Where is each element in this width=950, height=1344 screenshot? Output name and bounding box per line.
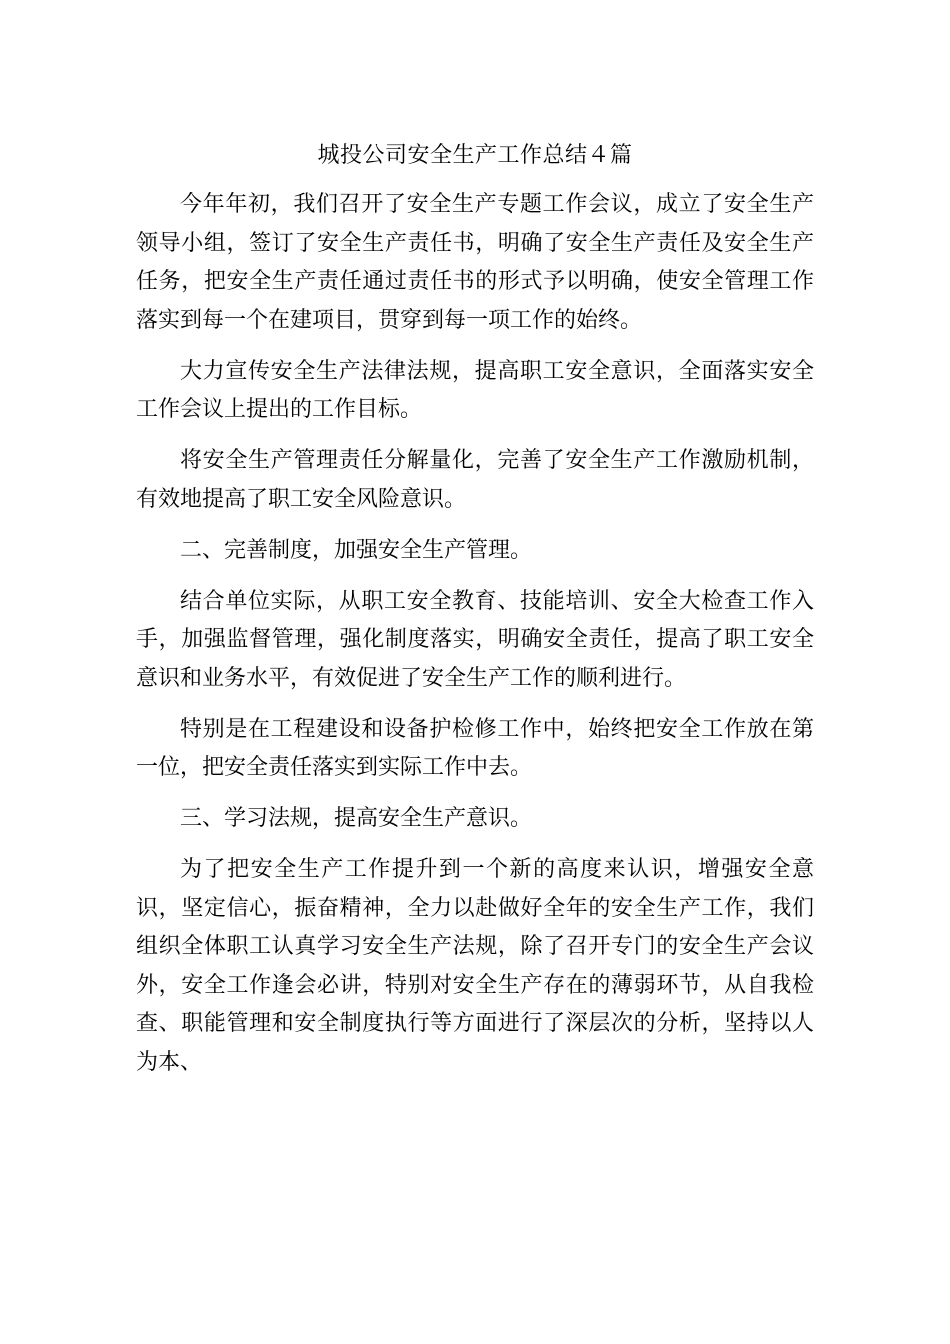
paragraph-1: 今年年初，我们召开了安全生产专题工作会议，成立了安全生产领导小组，签订了安全生产责任书，明确了安全生产责任及安全生产任务，把安全生产责任通过责任书的形式予以明确，使安全管理工作落实到每一个在建项目，贯穿到每一项工作的始终。 — [136, 192, 814, 333]
paragraph-4: 结合单位实际，从职工安全教育、技能培训、安全大检查工作入手，加强监督管理，强化制度落实，明确安全责任，提高了职工安全意识和业务水平，有效促进了安全生产工作的顺利进行。 — [136, 588, 814, 691]
paragraph-3: 将安全生产管理责任分解量化，完善了安全生产工作激励机制，有效地提高了职工安全风险意识。 — [136, 448, 814, 512]
document-body — [136, 186, 814, 1095]
document-title: 城投公司安全生产工作总结４篇 — [317, 143, 633, 168]
paragraph-6: 为了把安全生产工作提升到一个新的高度来认识，增强安全意识，坚定信心，振奋精神，全力以赴做好全年的安全生产工作，我们组织全体职工认真学习安全生产法规，除了召开专门的安全生产会议外，安全工作逢会必讲，特别对安全生产存在的薄弱环节，从自我检查、职能管理和安全制度执行等方面进行了深层次的分析，坚持以人为本、 — [136, 857, 814, 1075]
paragraph-5: 特别是在工程建设和设备护检修工作中，始终把安全工作放在第一位，把安全责任落实到实际工作中去。 — [136, 716, 814, 780]
section-heading-2: 二、完善制度，加强安全生产管理。 — [180, 537, 533, 563]
paragraph-2: 大力宣传安全生产法律法规，提高职工安全意识，全面落实安全工作会议上提出的工作目标。 — [136, 358, 814, 422]
section-heading-3: 三、学习法规，提高安全生产意识。 — [180, 806, 533, 831]
